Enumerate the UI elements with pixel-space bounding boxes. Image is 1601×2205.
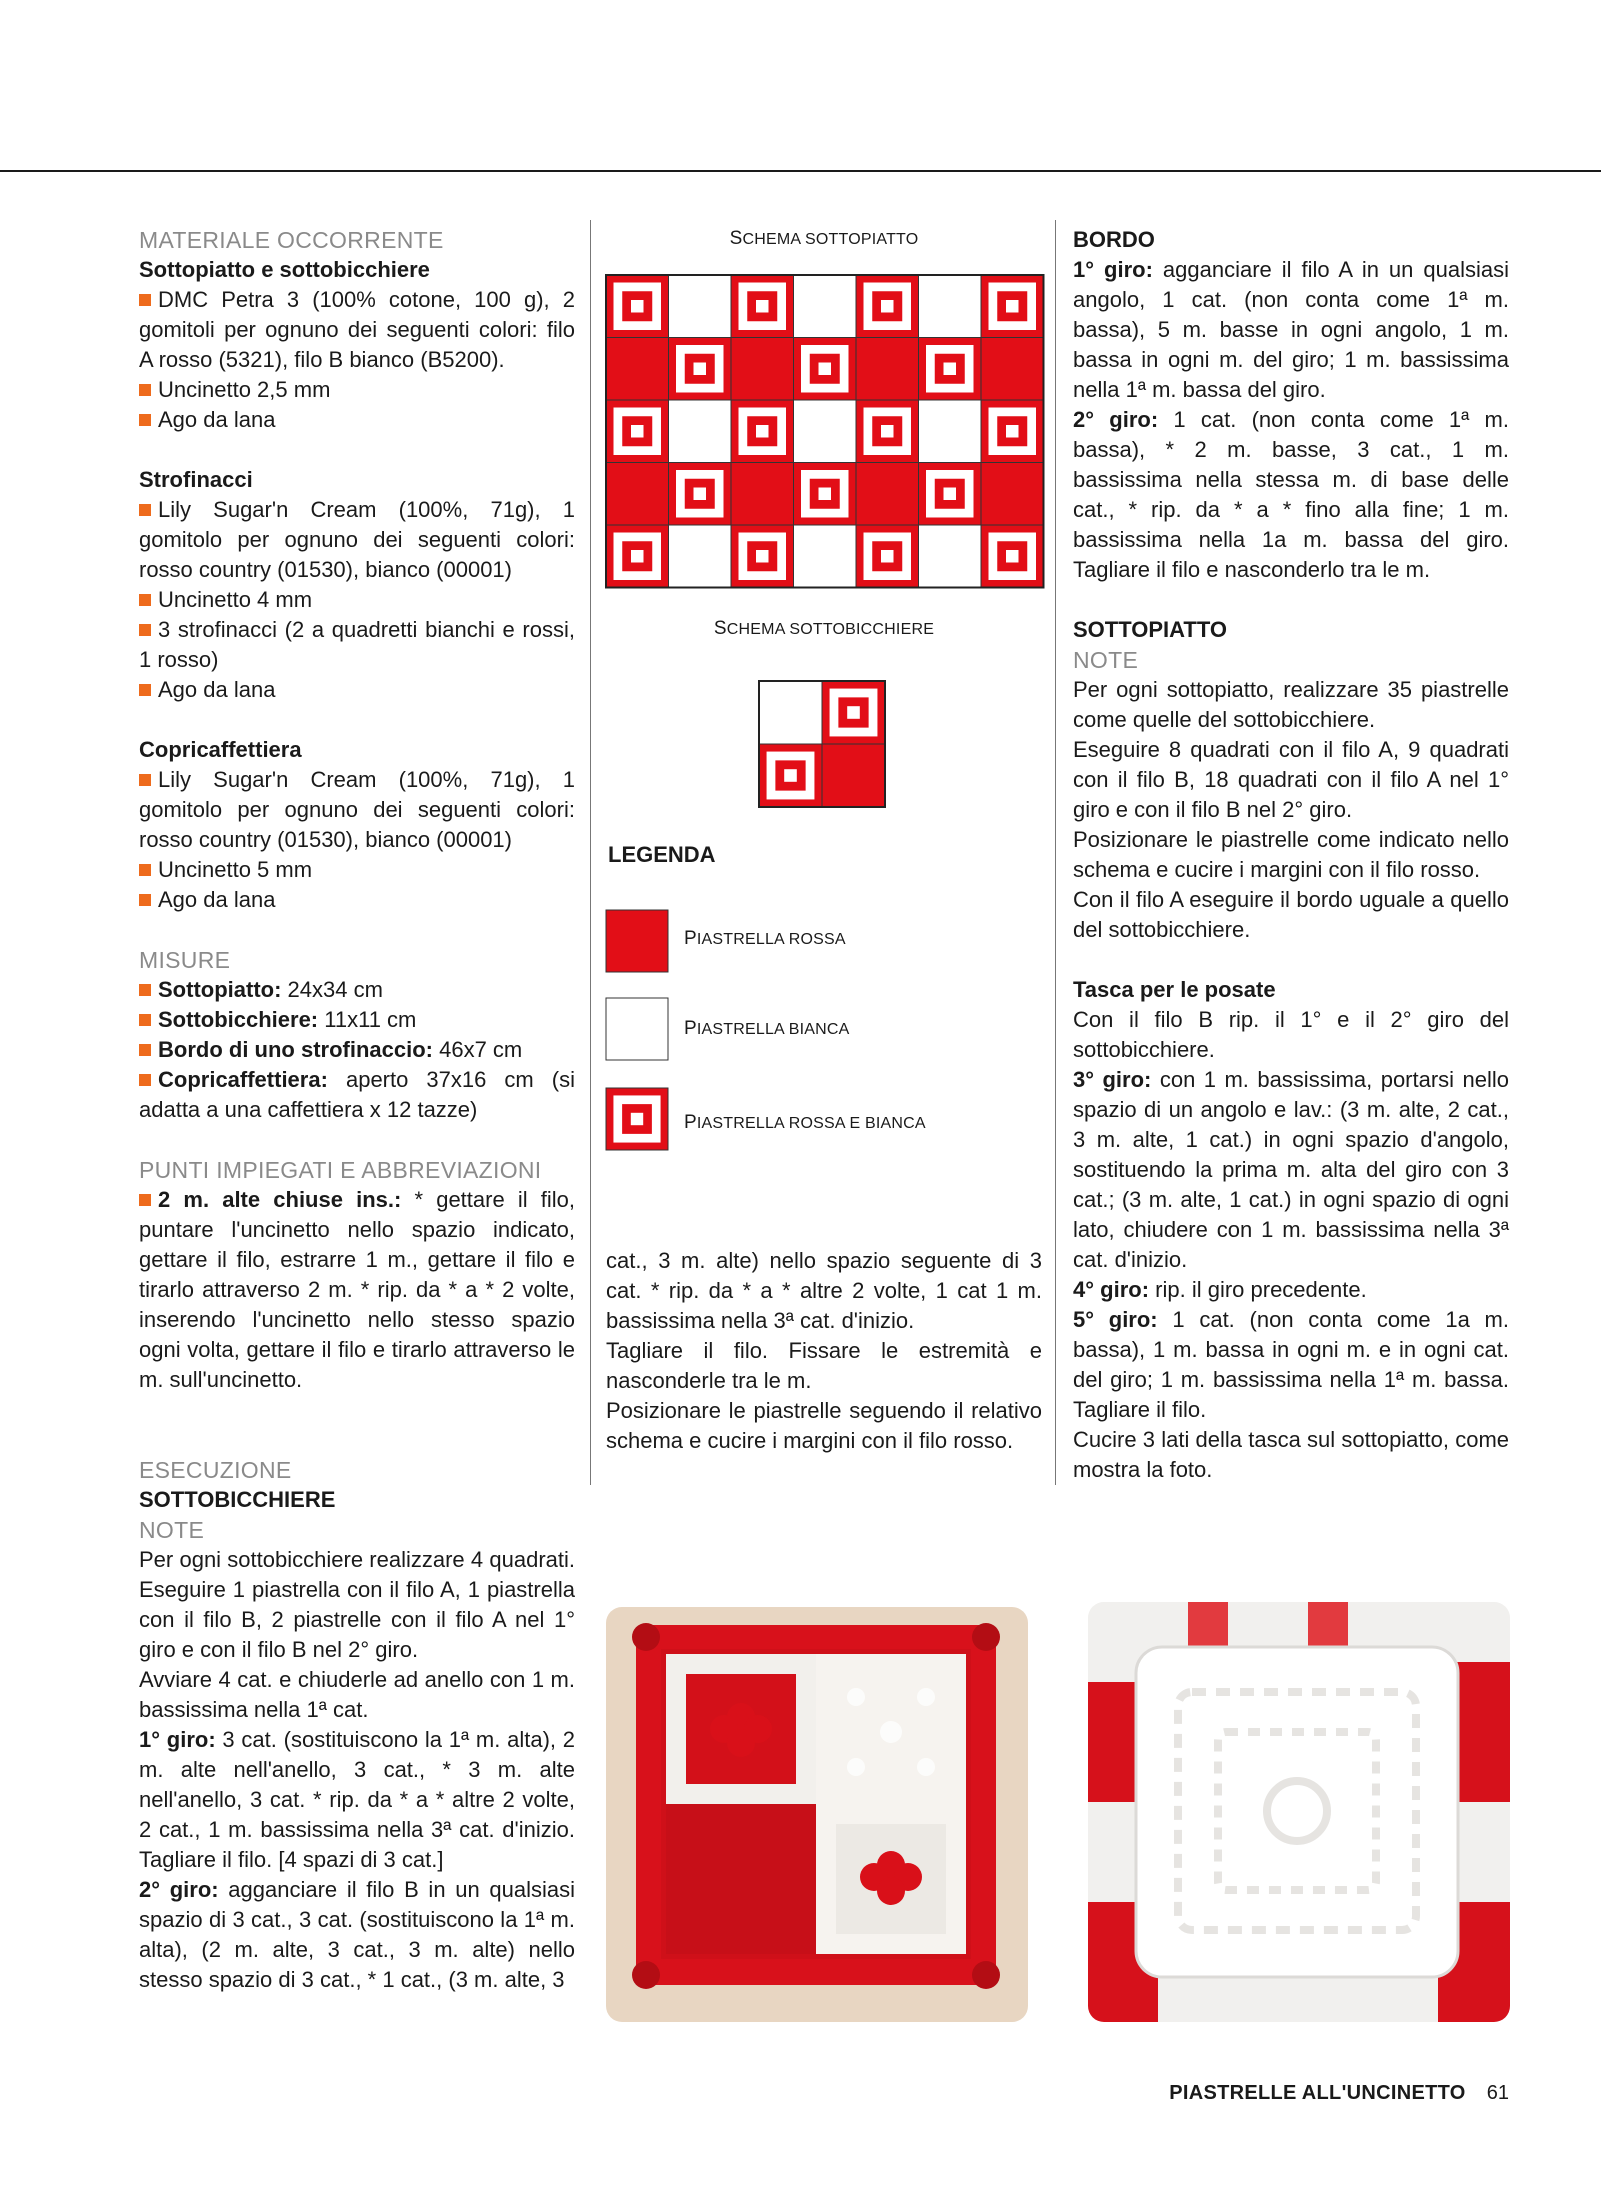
tile-redwhite — [731, 525, 794, 588]
tasca-paragraph: Con il filo B rip. il 1° e il 2° giro del sottobicchiere. — [1073, 1007, 1509, 1062]
tile-white — [669, 400, 732, 463]
bordo-giro2: 2° giro: 1 cat. (non conta come 1ª m. bassa), * 2 m. basse, 3 cat., 1 m. bassissima nella stessa m. di base delle cat., * rip. da * a * fino alla fine; 1 m. bassissima nella 1a m. bassa del giro. Tagliare il filo e nasconderlo tra le m. — [1073, 407, 1509, 582]
tile-redwhite — [856, 275, 919, 338]
tile-redwhite — [981, 275, 1044, 338]
schema-sottobicchiere-grid — [759, 681, 889, 811]
bullet-icon — [139, 1014, 151, 1026]
list-item: Uncinetto 4 mm — [139, 585, 575, 615]
tile-white — [794, 400, 857, 463]
tile-red — [731, 463, 794, 526]
tile-redwhite — [731, 275, 794, 338]
coaster-illustration — [606, 1607, 1028, 2022]
tile-redwhite — [919, 463, 982, 526]
bordo-giro1: 1° giro: agganciare il filo A in un qualsiasi angolo, 1 cat. (non conta come 1ª m. bassa), 5 m. basse in ogni angolo, 1 m. bassa in ogni m. del giro; 1 m. bassissima nella 1ª m. bassa del giro. — [1073, 257, 1509, 402]
legend-label-white: PIASTRELLA BIANCA — [684, 1018, 850, 1039]
bullet-icon — [139, 1044, 151, 1056]
tile-redwhite — [856, 525, 919, 588]
punti-heading: PUNTI IMPIEGATI E ABBREVIAZIONI — [139, 1157, 542, 1183]
tile-redwhite — [606, 400, 669, 463]
sottopiatto-subheading: Sottopiatto e sottobicchiere — [139, 257, 430, 282]
list-item: Lily Sugar'n Cream (100%, 71g), 1 gomitolo per ognuno dei seguenti colori: rosso country (01530), bianco (00001) — [139, 767, 575, 852]
list-item: Ago da lana — [139, 405, 575, 435]
tile-redwhite — [759, 744, 822, 807]
bullet-icon — [139, 774, 151, 786]
giro4-paragraph: 4° giro: rip. il giro precedente. — [1073, 1277, 1367, 1302]
list-item: Ago da lana — [139, 675, 575, 705]
right-column — [1073, 225, 1509, 1485]
tasca-heading: Tasca per le posate — [1073, 977, 1276, 1002]
tile-redwhite — [981, 400, 1044, 463]
tile-red — [981, 463, 1044, 526]
bullet-icon — [139, 1194, 151, 1206]
tile-redwhite — [981, 525, 1044, 588]
esecuzione-heading: ESECUZIONE — [139, 1457, 292, 1483]
stitch-definition: 2 m. alte chiuse ins.: * gettare il filo, puntare l'uncinetto nello spazio indicato, gettare il filo, estrarre 1 m., gettare il filo e tirarlo attraverso 2 m. * rip. da * a * 2 volte, inserendo l'uncinetto nello stesso spazio ogni volta, gettare il filo e tirarlo attraverso le m. sull'uncinetto. — [139, 1187, 576, 1392]
tile-white — [794, 275, 857, 338]
tagliare-paragraph: Tagliare il filo. Fissare le estremità e nasconderle tra le m. — [606, 1338, 1042, 1393]
schema-sottopiatto-title: SCHEMA SOTTOPIATTO — [729, 228, 919, 249]
schema-sottopiatto-grid — [606, 275, 1046, 590]
bullet-icon — [139, 864, 151, 876]
legend-swatch-red-white — [606, 1088, 670, 1152]
bullet-icon — [139, 984, 151, 996]
tile-white — [606, 998, 668, 1060]
column-divider-left — [590, 220, 591, 1485]
giro3-paragraph: 3° giro: con 1 m. bassissima, portarsi nello spazio di un angolo e lav.: (3 m. alte, 2 cat., 3 m. alte, 1 cat.) in ogni spazio d'angolo, sostituendo la prima m. alta del giro con 3 cat.; (3 m. alte, 1 cat.) in ogni spazio di ogni lato, chiudere con 1 m. bassissima nella 3ª cat. d'inizio. — [1073, 1067, 1510, 1272]
avvio-paragraph: Avviare 4 cat. e chiuderle ad anello con 1 m. bassissima nella 1ª cat. — [139, 1667, 575, 1722]
materiale-heading: MATERIALE OCCORRENTE — [139, 227, 444, 253]
continuation-paragraph: cat., 3 m. alte) nello spazio seguente di 3 cat. * rip. da * a * altre 2 volte, 1 cat 1 m. bassissima nella 3ª cat. d'inizio. — [606, 1248, 1042, 1333]
footer-title: PIASTRELLE ALL'UNCINETTO — [1169, 2082, 1466, 2104]
legend-swatch-red — [606, 910, 670, 974]
giro1-paragraph: 1° giro: 3 cat. (sostituiscono la 1ª m. alta), 2 m. alte nell'anello, 3 cat., * 3 m. alte nell'anello, 3 cat. * rip. da * a * altre 2 volte, 2 cat., 1 m. bassissima nella 3ª cat. d'inizio. Tagliare il filo. [4 spazi di 3 cat.] — [139, 1727, 575, 1872]
list-item: Sottobicchiere: 11x11 cm — [139, 1005, 575, 1035]
list-item: Copricaffettiera: aperto 37x16 cm (si adatta a una caffettiera x 12 tazze) — [139, 1067, 575, 1122]
tile-redwhite — [669, 338, 732, 401]
tile-white — [669, 275, 732, 338]
note-paragraph: Eseguire 8 quadrati con il filo A, 9 quadrati con il filo B, 18 quadrati con il filo A nel 1° giro e con il filo B nel 2° giro. — [1073, 737, 1509, 822]
tile-red — [606, 338, 669, 401]
legend-swatch-white — [606, 998, 670, 1062]
list-item: Uncinetto 2,5 mm — [139, 375, 575, 405]
tile-redwhite — [606, 1088, 668, 1150]
sottobicchiere-heading: SOTTOBICCHIERE — [139, 1487, 336, 1512]
list-item: Ago da lana — [139, 885, 575, 915]
schema-sottobicchiere-title: SCHEMA SOTTOBICCHIERE — [713, 618, 935, 639]
tile-white — [794, 525, 857, 588]
tile-red — [606, 463, 669, 526]
tile-red — [606, 910, 668, 972]
note-heading: NOTE — [1073, 647, 1139, 673]
cucire-paragraph: Cucire 3 lati della tasca sul sottopiatto, come mostra la foto. — [1073, 1427, 1509, 1482]
bullet-icon — [139, 624, 151, 636]
coaster-photo — [606, 1607, 1028, 2022]
misure-heading: MISURE — [139, 947, 231, 973]
tile-white — [919, 275, 982, 338]
page-footer — [1169, 2082, 1509, 2105]
tile-redwhite — [669, 463, 732, 526]
strofinacci-subheading: Strofinacci — [139, 467, 253, 492]
bordo-heading: BORDO — [1073, 227, 1155, 252]
page-number: 61 — [1486, 2082, 1509, 2104]
tile-redwhite — [856, 400, 919, 463]
left-column — [139, 225, 575, 1995]
tile-redwhite — [794, 463, 857, 526]
note-paragraph: Per ogni sottopiatto, realizzare 35 piastrelle come quelle del sottobicchiere. — [1073, 677, 1509, 732]
legend-label-red-white: PIASTRELLA ROSSA E BIANCA — [684, 1112, 926, 1133]
legenda-heading: LEGENDA — [608, 842, 716, 867]
bullet-icon — [139, 594, 151, 606]
tile-red — [856, 463, 919, 526]
giro5-paragraph: 5° giro: 1 cat. (non conta come 1a m. bassa), 1 m. bassa in ogni m. e in ogni cat. del giro; 1 m. bassissima nella 1ª m. bassa. Tagliare il filo. — [1073, 1307, 1509, 1422]
top-rule — [0, 170, 1601, 172]
tile-white — [919, 400, 982, 463]
list-item: DMC Petra 3 (100% cotone, 100 g), 2 gomitoli per ognuno dei seguenti colori: filo A rosso (5321), filo B bianco (B5200). — [139, 287, 575, 372]
middle-text — [606, 1246, 1042, 1456]
list-item: 3 strofinacci (2 a quadretti bianchi e rossi, 1 rosso) — [139, 617, 575, 672]
column-divider-right — [1055, 220, 1056, 1485]
bullet-icon — [139, 504, 151, 516]
bullet-icon — [139, 894, 151, 906]
tile-red — [856, 338, 919, 401]
tile-white — [759, 681, 822, 744]
note-heading: NOTE — [139, 1517, 205, 1543]
bullet-icon — [139, 1074, 151, 1086]
tile-redwhite — [794, 338, 857, 401]
tile-white — [919, 525, 982, 588]
note-paragraph: Per ogni sottobicchiere realizzare 4 quadrati. Eseguire 1 piastrella con il filo A, 1 piastrella con il filo B, 2 piastrelle con il filo A nel 1° giro e con il filo B nel 2° giro. — [139, 1547, 575, 1662]
tile-red — [822, 744, 885, 807]
list-item: Lily Sugar'n Cream (100%, 71g), 1 gomitolo per ognuno dei seguenti colori: rosso country (01530), bianco (00001) — [139, 497, 575, 582]
bullet-icon — [139, 414, 151, 426]
tile-redwhite — [606, 525, 669, 588]
list-item: Bordo di uno strofinaccio: 46x7 cm — [139, 1035, 575, 1065]
copricaffettiera-subheading: Copricaffettiera — [139, 737, 302, 762]
tile-redwhite — [822, 681, 885, 744]
bullet-icon — [139, 384, 151, 396]
tile-white — [669, 525, 732, 588]
sottopiatto-heading: SOTTOPIATTO — [1073, 617, 1228, 642]
tile-red — [731, 338, 794, 401]
posizionare-paragraph: Posizionare le piastrelle seguendo il relativo schema e cucire i margini con il filo rosso. — [606, 1398, 1042, 1453]
tile-redwhite — [731, 400, 794, 463]
tile-red — [981, 338, 1044, 401]
list-item: Uncinetto 5 mm — [139, 855, 575, 885]
note-paragraph: Posizionare le piastrelle come indicato nello schema e cucire i margini con il filo rosso. — [1073, 827, 1509, 882]
placemat-illustration — [1088, 1602, 1510, 2022]
giro2-paragraph: 2° giro: agganciare il filo B in un qualsiasi spazio di 3 cat., 3 cat. (sostituiscono la 1ª m. alta), (2 m. alte, 3 cat., 3 m. alte) nello stesso spazio di 3 cat., * 1 cat., (3 m. alte, 3 — [139, 1877, 575, 1992]
list-item: Sottopiatto: 24x34 cm — [139, 975, 575, 1005]
bullet-icon — [139, 294, 151, 306]
tile-redwhite — [919, 338, 982, 401]
placemat-photo — [1088, 1602, 1510, 2022]
tile-redwhite — [606, 275, 669, 338]
note-paragraph: Con il filo A eseguire il bordo uguale a quello del sottobicchiere. — [1073, 887, 1509, 942]
legend-label-red: PIASTRELLA ROSSA — [684, 928, 846, 949]
bullet-icon — [139, 684, 151, 696]
